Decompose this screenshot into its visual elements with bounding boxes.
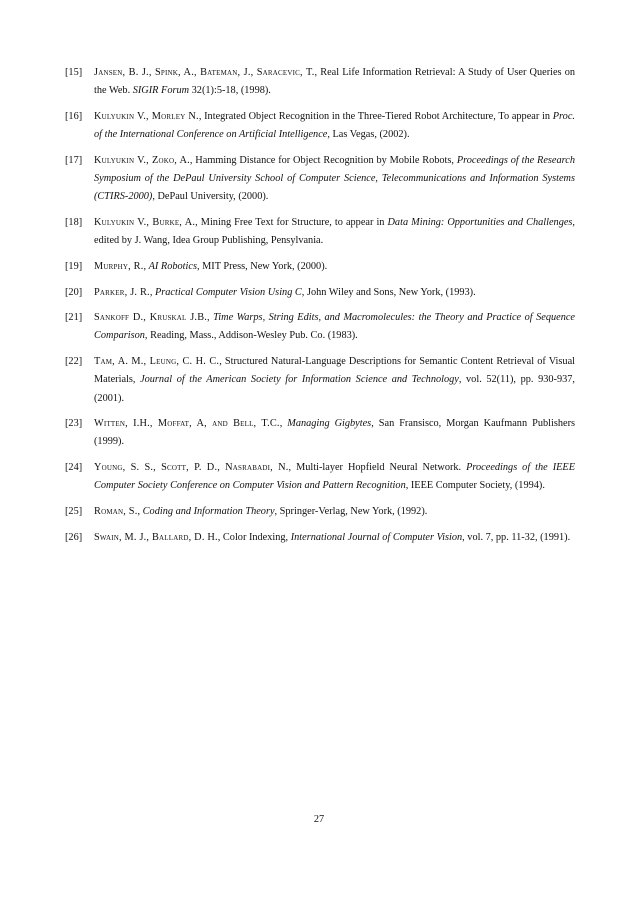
reference-detail: , Las Vegas, (2002). bbox=[327, 129, 410, 141]
reference-detail: , Integrated Object Recognition in the Three-Tiered Robot Architecture, To appear in bbox=[198, 110, 553, 122]
reference-entry bbox=[65, 415, 575, 451]
reference-detail: , John Wiley and Sons, New York, (1993). bbox=[301, 286, 476, 298]
reference-detail: , bbox=[143, 260, 149, 272]
reference-text bbox=[94, 217, 575, 246]
reference-detail: , Color Indexing, bbox=[217, 531, 291, 543]
reference-text bbox=[94, 462, 575, 491]
reference-detail: , bbox=[279, 418, 288, 430]
reference-entry bbox=[65, 353, 575, 408]
reference-authors: Kulyukin V., Zoko, A. bbox=[94, 154, 190, 166]
reference-detail: , Reading, Mass., Addison-Wesley Pub. Co. (1983). bbox=[144, 330, 358, 342]
reference-entry bbox=[65, 152, 575, 207]
reference-authors: Swain, M. J., Ballard, D. H. bbox=[94, 531, 218, 543]
reference-entry bbox=[65, 503, 575, 521]
reference-authors: Murphy, R. bbox=[94, 260, 144, 272]
reference-number: [22] bbox=[65, 356, 83, 368]
reference-entry bbox=[65, 459, 575, 495]
reference-detail: , bbox=[137, 506, 143, 518]
reference-detail: , Multi-layer Hopfield Neural Network. bbox=[288, 462, 467, 474]
reference-detail: , IEEE Computer Society, (1994). bbox=[405, 480, 545, 492]
reference-detail: , vol. 7, pp. 11-32, (1991). bbox=[462, 531, 571, 543]
reference-authors: Roman, S. bbox=[94, 506, 138, 518]
reference-number: [15] bbox=[65, 67, 83, 78]
reference-detail: 32(1):5-18, (1998). bbox=[189, 85, 271, 97]
reference-detail: , DePaul University, (2000). bbox=[152, 191, 269, 203]
reference-detail: , Hamming Distance for Object Recognition by Mobile Robots, bbox=[189, 154, 457, 166]
reference-title: International Journal of Computer Vision bbox=[290, 531, 463, 543]
reference-title: Managing Gigbytes bbox=[287, 418, 372, 430]
reference-detail: , bbox=[207, 312, 214, 324]
reference-entry bbox=[65, 258, 575, 276]
reference-number: [17] bbox=[65, 154, 83, 166]
reference-authors: Parker, J. R. bbox=[94, 286, 150, 298]
reference-number: [26] bbox=[65, 531, 83, 543]
page-number: 27 bbox=[313, 814, 325, 825]
reference-detail: , bbox=[149, 286, 155, 298]
reference-title: AI Robotics bbox=[148, 260, 197, 272]
reference-authors: Young, S. S., Scott, P. D., Nasrabadi, N. bbox=[94, 462, 289, 474]
reference-title: Journal of the American Society for Information Science and Technology bbox=[140, 374, 459, 386]
reference-entry bbox=[65, 529, 575, 547]
reference-detail: , Springer-Verlag, New York, (1992). bbox=[274, 506, 428, 518]
reference-text bbox=[94, 67, 575, 96]
reference-entry bbox=[65, 108, 575, 144]
reference-authors: Tam, A. M., Leung, C. H. C. bbox=[94, 356, 220, 368]
reference-detail: , Structured Natural-Language Descriptions for Semantic Content Retrieval of Visual Materials, bbox=[94, 356, 576, 386]
reference-number: [25] bbox=[65, 506, 83, 518]
reference-text bbox=[94, 155, 575, 202]
reference-text bbox=[94, 261, 327, 272]
reference-text bbox=[94, 532, 570, 543]
reference-title: Time Warps, String Edits, and Macromolecules: the Theory and Practice of Sequence Comparison bbox=[94, 312, 575, 342]
reference-number: [21] bbox=[65, 312, 83, 324]
reference-list bbox=[65, 64, 575, 554]
reference-detail: , vol. 52(11), pp. 930-937, (2001). bbox=[94, 374, 575, 404]
reference-title: Proceedings of the IEEE Computer Society Conference on Computer Vision and Pattern Recognition bbox=[94, 462, 575, 492]
reference-authors: Sankoff D., Kruskal J.B. bbox=[94, 312, 208, 324]
reference-number: [20] bbox=[65, 286, 83, 298]
reference-number: [16] bbox=[65, 110, 83, 122]
reference-number: [24] bbox=[65, 462, 83, 474]
reference-entry bbox=[65, 309, 575, 345]
reference-text bbox=[94, 418, 575, 447]
reference-detail: , Mining Free Text for Structure, to appear in bbox=[195, 216, 388, 228]
reference-authors: Witten, I.H., Moffat, A, and Bell, T.C. bbox=[94, 418, 280, 430]
reference-number: [19] bbox=[65, 260, 83, 272]
reference-text bbox=[94, 312, 575, 341]
reference-text bbox=[94, 506, 427, 517]
reference-text bbox=[94, 111, 575, 140]
reference-title: SIGIR Forum bbox=[132, 85, 190, 97]
reference-detail: , San Fransisco, Morgan Kaufmann Publishers (1999). bbox=[94, 418, 576, 448]
reference-entry bbox=[65, 284, 575, 302]
reference-title: Coding and Information Theory bbox=[142, 506, 275, 518]
reference-authors: Jansen, B. J., Spink, A., Bateman, J., Saracevic, T. bbox=[94, 67, 315, 78]
reference-detail: , Real Life Information Retrieval: A Study of User Queries on the Web. bbox=[94, 67, 575, 97]
reference-text bbox=[94, 356, 575, 403]
reference-authors: Kulyukin V., Burke, A. bbox=[94, 216, 196, 228]
reference-detail: , MIT Press, New York, (2000). bbox=[196, 260, 328, 272]
reference-authors: Kulyukin V., Morley N. bbox=[94, 110, 199, 122]
reference-number: [18] bbox=[65, 216, 83, 228]
reference-detail: , edited by J. Wang, Idea Group Publishing, Pensylvania. bbox=[94, 216, 575, 247]
reference-title: Data Mining: Opportunities and Challenges bbox=[387, 216, 573, 228]
reference-title: Practical Computer Vision Using C bbox=[154, 286, 302, 298]
reference-number: [23] bbox=[65, 418, 83, 430]
reference-entry bbox=[65, 64, 575, 100]
reference-title: Proc. of the International Conference on Artificial Intelligence bbox=[94, 110, 575, 141]
reference-title: Proceedings of the Research Symposium of the DePaul University School of Computer Science, Telecommunications and Information Systems (CTIRS-2000) bbox=[94, 154, 575, 203]
reference-entry bbox=[65, 214, 575, 250]
reference-text bbox=[94, 287, 476, 298]
